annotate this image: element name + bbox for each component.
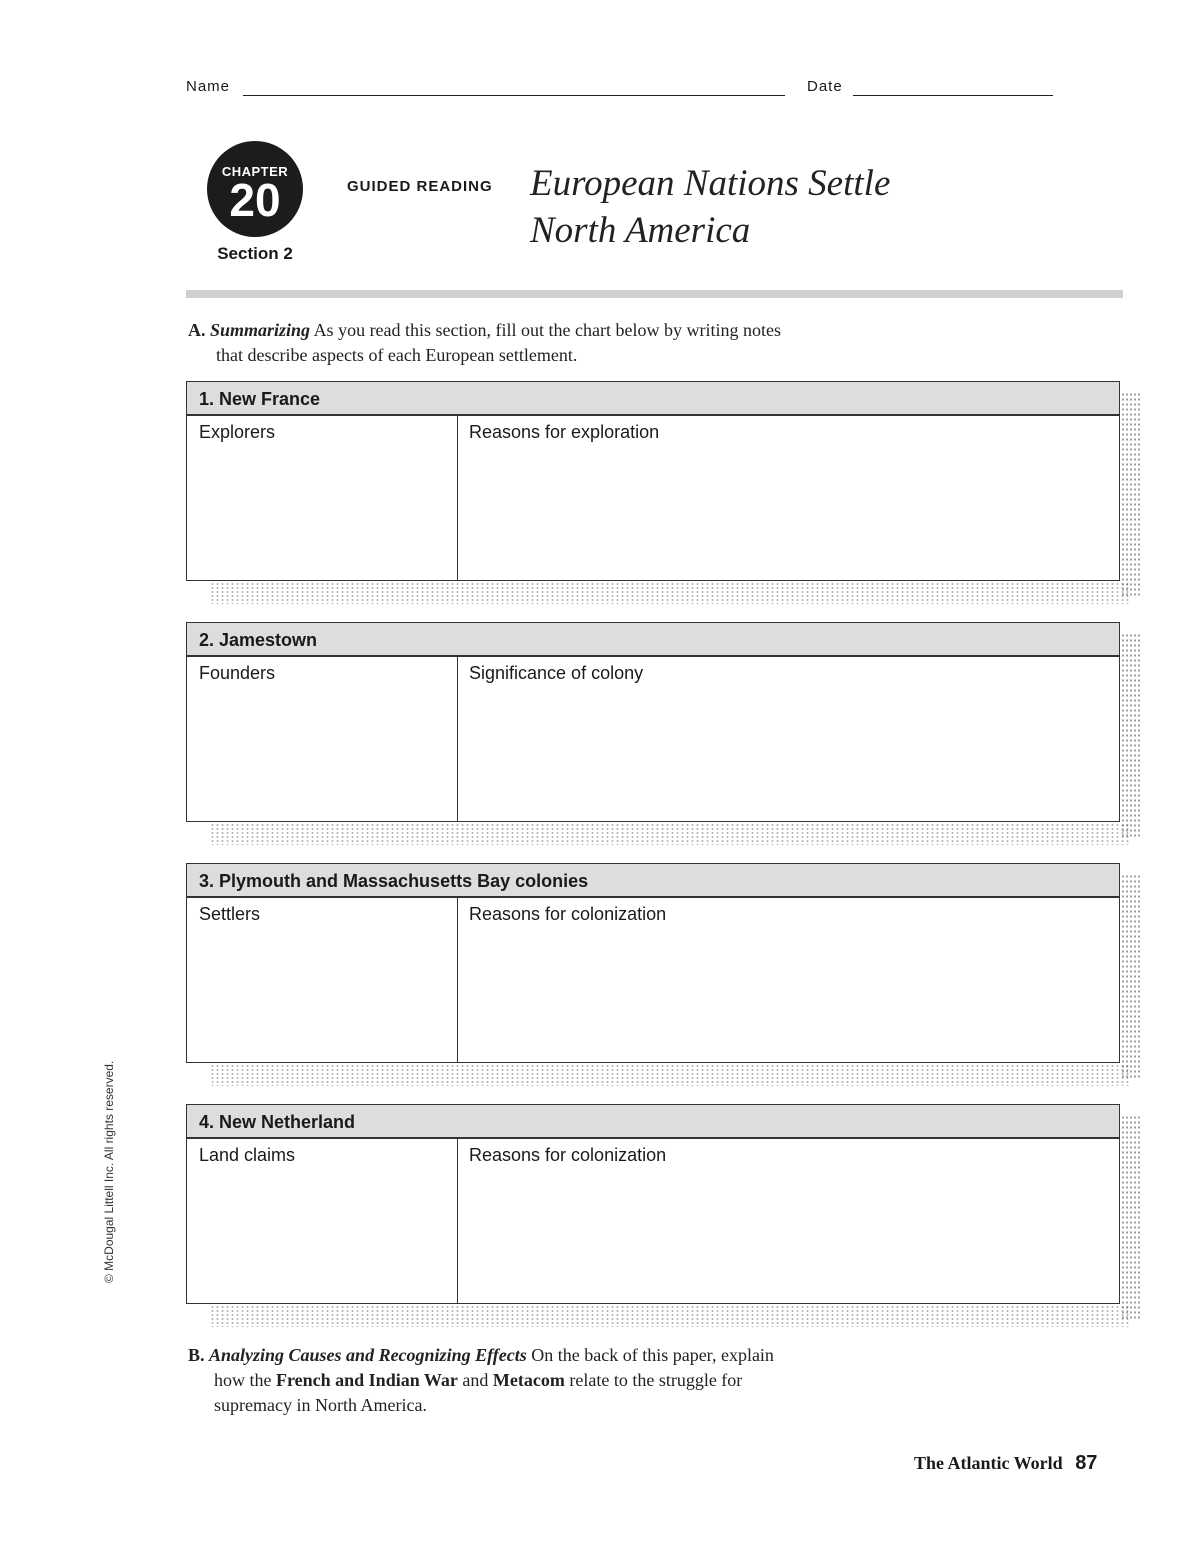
explorers-cell[interactable] [187,416,458,580]
chapter-number: 20 [229,174,281,226]
date-field[interactable] [853,95,1053,96]
part-b-text-2a: how the [214,1370,272,1390]
chart-shadow [1121,874,1141,1079]
cell-label: Reasons for colonization [469,1145,667,1165]
guided-reading-label: GUIDED READING [347,178,493,195]
chart-new-france [186,381,1120,581]
part-b-bold-1: French and Indian War [276,1370,458,1390]
chart-heading: 4. New Netherland [187,1105,1119,1139]
part-b-text-2b: and [462,1370,489,1390]
date-label: Date [807,78,843,95]
cell-label: Founders [199,663,276,683]
chart-plymouth [186,863,1120,1063]
title-line-2: North America [530,210,751,251]
part-a-label: A. [188,320,206,340]
title-line-1: European Nations Settle [530,163,891,204]
part-b-bold-2: Metacom [492,1370,565,1390]
part-a-text-2: that describe aspects of each European settlement. [216,345,578,365]
chart-new-netherland [186,1104,1120,1304]
page-number: 87 [1075,1452,1098,1474]
name-label: Name [186,78,231,95]
section-label: Section 2 [217,244,293,263]
chart-heading: 1. New France [187,382,1119,416]
chapter-badge [207,141,303,237]
reasons-colonization-cell[interactable] [458,1139,1119,1309]
chart-shadow [1121,633,1141,838]
part-b-label: B. [188,1345,205,1365]
part-b-text-3: supremacy in North America. [214,1395,427,1415]
chart-heading: 3. Plymouth and Massachusetts Bay colonies [187,864,1119,898]
header-rule [186,290,1123,298]
name-field[interactable] [243,95,785,96]
reasons-colonization-cell[interactable] [458,898,1119,1068]
part-b-text-2c: relate to the struggle for [569,1370,743,1390]
copyright-notice: © McDougal Littell Inc. All rights reserved. [102,1060,116,1283]
page-footer [914,1452,1097,1475]
settlers-cell[interactable] [187,898,458,1062]
cell-label: Reasons for exploration [469,422,660,442]
chart-jamestown [186,622,1120,822]
chapter-word: CHAPTER [221,164,289,179]
cell-label: Explorers [199,422,276,442]
land-claims-cell[interactable] [187,1139,458,1303]
cell-label: Reasons for colonization [469,904,667,924]
part-b-text-1: On the back of this paper, explain [531,1345,774,1365]
reasons-exploration-cell[interactable] [458,416,1119,586]
significance-cell[interactable] [458,657,1119,827]
cell-label: Significance of colony [469,663,644,683]
part-a-text-1: As you read this section, fill out the chart below by writing notes [313,320,781,340]
page-title [530,160,890,254]
book-title: The Atlantic World [914,1453,1063,1473]
chart-shadow [1121,1115,1141,1320]
part-b-instructions [188,1343,948,1418]
part-a-instructions [188,318,948,368]
part-b-skill: Analyzing Causes and Recognizing Effects [209,1345,527,1365]
cell-label: Settlers [199,904,261,924]
chart-shadow [1121,392,1141,597]
founders-cell[interactable] [187,657,458,821]
part-a-skill: Summarizing [210,320,311,340]
chart-heading: 2. Jamestown [187,623,1119,657]
cell-label: Land claims [199,1145,296,1165]
